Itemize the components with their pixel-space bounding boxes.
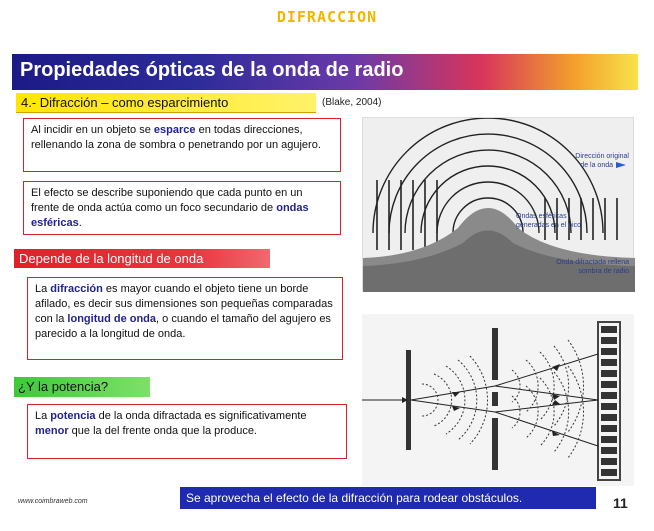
power-heading: ¿Y la potencia? — [14, 377, 150, 397]
box1-text-1: Al incidir en un objeto se — [31, 124, 154, 136]
footer-note: Se aprovecha el efecto de la difracción para rodear obstáculos. — [180, 487, 596, 509]
source-citation: (Blake, 2004) — [322, 97, 382, 108]
slit-diffraction-illustration — [362, 314, 634, 486]
scatter-description-box — [23, 118, 341, 172]
label-direction-line2: de la onda — [580, 162, 613, 169]
arrow-right-icon — [616, 162, 626, 168]
huygens-description-box — [23, 181, 341, 235]
label-shadow-line1: Onda difractada rellena — [556, 259, 629, 266]
box2-keyword-spherical-waves: ondas esféricas — [31, 202, 309, 229]
box4-text-1: La — [35, 410, 51, 422]
box1-keyword-esparce: esparce — [153, 124, 196, 136]
box4-keyword-power: potencia — [50, 410, 96, 422]
box1-text-2: en todas direcciones, rellenando la zona de sombra o penetrando por un agujero. — [31, 124, 321, 151]
slide-top-title: DIFRACCION — [276, 8, 378, 26]
hill-diffraction-figure — [362, 117, 634, 291]
label-spherical-line1: Ondas esféricas — [516, 213, 567, 220]
box3-keyword-diffraction: difracción — [50, 283, 103, 295]
footer-website: www.coimbraweb.com — [18, 498, 88, 505]
box4-text-2: de la onda difractada es significativamente — [95, 410, 307, 422]
box4-text-3: que la del frente onda que la produce. — [68, 425, 257, 437]
label-direction-line1: Dirección original — [575, 153, 629, 160]
box3-text-2: es mayor cuando el objeto tiene un borde afilado, es decir sus dimensiones son pequeñas comparadas con la — [35, 283, 333, 325]
slit-diffraction-figure — [362, 314, 634, 486]
label-spherical-line2: generadas en el pico — [516, 222, 581, 229]
wavelength-description-box — [27, 277, 343, 360]
page-number: 11 — [613, 495, 628, 511]
box2-text-2: . — [78, 217, 82, 229]
section-heading: 4.- Difracción – como esparcimiento — [16, 93, 316, 113]
box3-text-3: , o cuando el tamaño del agujero es parecido a la longitud de onda. — [35, 313, 331, 340]
banner-title: Propiedades ópticas de la onda de radio — [20, 59, 404, 81]
power-description-box — [27, 404, 347, 459]
wavelength-heading: Depende de la longitud de onda — [14, 249, 270, 268]
box2-text-1: El efecto se describe suponiendo que cada punto en un frente de onda actúa como un foco secundario de — [31, 187, 303, 214]
box3-keyword-wavelength: longitud de onda — [67, 313, 157, 325]
box3-text-1: La — [35, 283, 51, 295]
box4-keyword-lower: menor — [35, 425, 69, 437]
hill-diffraction-illustration — [363, 118, 635, 292]
label-shadow-line2: sombra de radio — [578, 268, 629, 275]
title-banner — [12, 54, 638, 90]
